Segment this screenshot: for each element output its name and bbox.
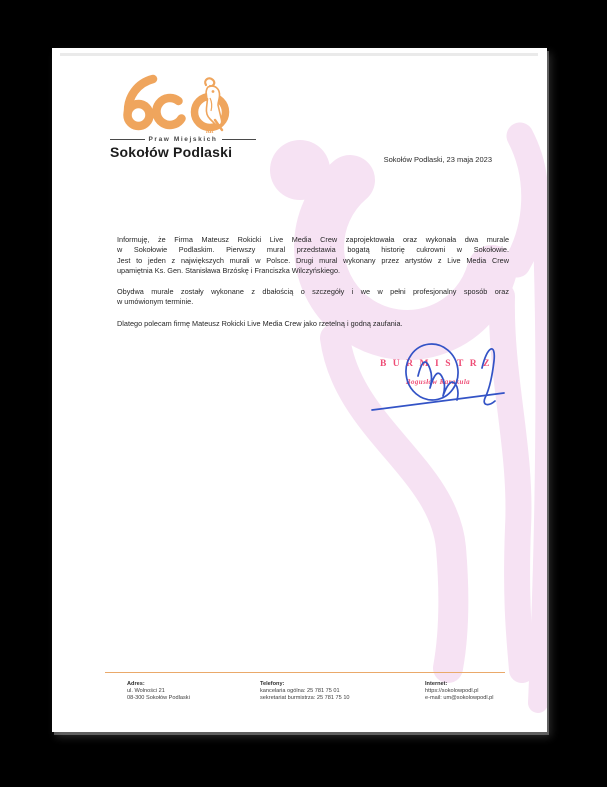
logo-subtitle: Praw Miejskich [148,136,218,143]
body-line: upamiętnia Ks. Gen. Stanisława Brzóskę i Franciszka Wilczyńskiego. [117,265,341,275]
paragraph-3 [117,319,509,329]
paragraph-1 [117,235,509,276]
footer-label: Telefony: [260,681,285,687]
logo-city-name: Sokołów Podlaski [110,144,233,160]
letter-body [117,235,509,340]
scan-artifact-streak [60,53,538,56]
footer-column-internet [425,681,493,703]
footer-line: sekretariat burmistrza: 25 781 75 10 [260,695,350,702]
footer-line: kancelaria ogólna: 25 781 75 01 [260,688,340,695]
footer-line: 08-300 Sokołów Podlaski [127,695,190,702]
body-line: Obydwa murale zostały wykonane z dbałością o szczegóły i we w pełni profesjonalny sposób oraz [117,287,509,297]
stamp-title: BURMISTRZ [379,359,497,369]
body-line: Jest to jeden z największych murali w Polsce. Drugi mural wykonany przez artystów z Live Media Crew [117,255,509,265]
body-line: Informuję, że Firma Mateusz Rokicki Live Media Crew zaprojektowała oraz wykonała dwa murale [117,235,509,244]
body-line: w Sokołowie Podlaskim. Pierwszy mural przedstawia bogatą historię cukrowni w Sokołowie. [117,245,509,255]
city-logo [110,74,260,160]
logo-subtitle-row [110,136,256,143]
stamp-name: Bogusław Karakula [405,378,471,386]
footer-label: Internet: [425,681,448,687]
logo-rule-right [222,139,257,140]
body-line: Dlatego polecam firmę Mateusz Rokicki Live Media Crew jako rzetelną i godną zaufania. [117,318,403,328]
logo-lat-label: lat [206,127,214,135]
footer-line: e-mail: um@sokolowpodl.pl [425,695,494,702]
paragraph-2 [117,287,509,308]
footer-column-telefony [260,681,350,703]
600-lat-logo-icon [122,74,244,138]
footer-line: ul. Wolności 21 [127,688,165,695]
footer-divider [105,672,505,673]
logo-rule-left [110,139,145,140]
body-line: w umówionym terminie. [117,297,194,307]
footer-line: https://sokolowpodl.pl [425,688,479,695]
date-line: Sokołów Podlaski, 23 maja 2023 [383,155,492,164]
handwritten-signature-icon [352,336,522,421]
letter-page [52,48,547,732]
footer-column-adres [127,681,190,703]
footer-label: Adres: [127,681,145,687]
